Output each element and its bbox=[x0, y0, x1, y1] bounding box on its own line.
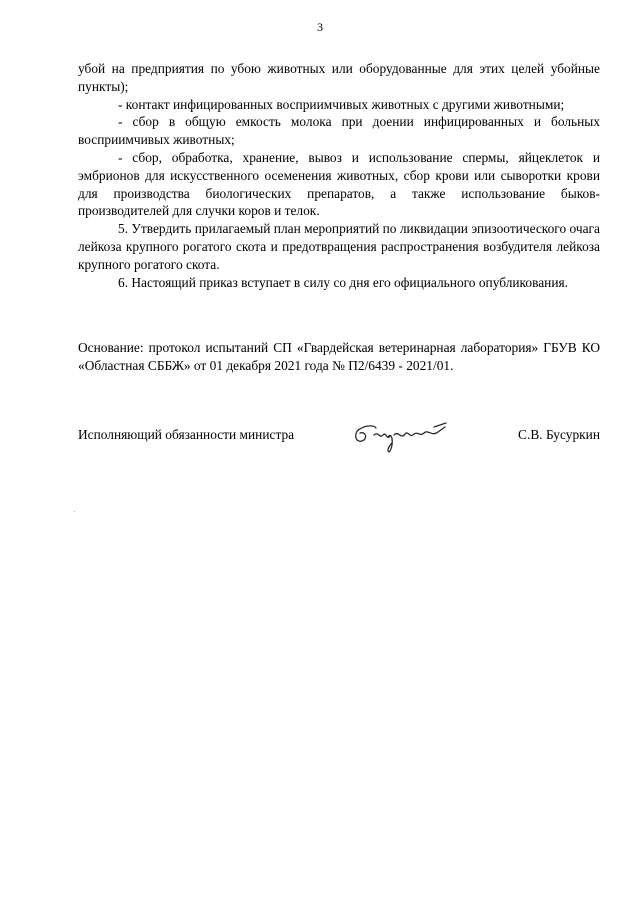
document-body bbox=[78, 60, 600, 291]
list-item: - контакт инфицированных восприимчивых животных с другими животными; bbox=[118, 96, 565, 112]
signatory-name: С.В. Бусуркин bbox=[518, 427, 600, 442]
list-item: - сбор, обработка, хранение, вывоз и использование спермы, яйцеклеток и эмбрионов для искусственного осеменения животных, сбор крови или сыворотки крови для производства биологических препаратов, а также использование быков-производителей для случки коров и телок. bbox=[78, 149, 600, 219]
scan-speck bbox=[74, 511, 75, 512]
numbered-paragraph-6: 6. Настоящий приказ вступает в силу со дня его официального опубликования. bbox=[118, 274, 568, 290]
paragraph-continuation: убой на предприятия по убою животных или оборудованные для этих целей убойные пункты); bbox=[78, 61, 600, 94]
list-item: - сбор в общую емкость молока при доении инфицированных и больных восприимчивых животных; bbox=[78, 114, 600, 148]
basis-note: Основание: протокол испытаний СП «Гвардейская ветеринарная лаборатория» ГБУВ КО «Областная СББЖ» от 01 декабря 2021 года № П2/6439 - 2021/01. bbox=[78, 340, 600, 373]
page-number: 3 bbox=[317, 20, 323, 34]
signature-block bbox=[78, 425, 600, 449]
handwritten-signature bbox=[350, 419, 465, 453]
numbered-paragraph-5: 5. Утвердить прилагаемый план мероприятий по ликвидации эпизоотического очага лейкоза крупного рогатого скота и предотвращения распространения возбудителя лейкоза крупного рогатого скота. bbox=[78, 221, 600, 272]
signatory-title: Исполняющий обязанности министра bbox=[78, 427, 295, 442]
